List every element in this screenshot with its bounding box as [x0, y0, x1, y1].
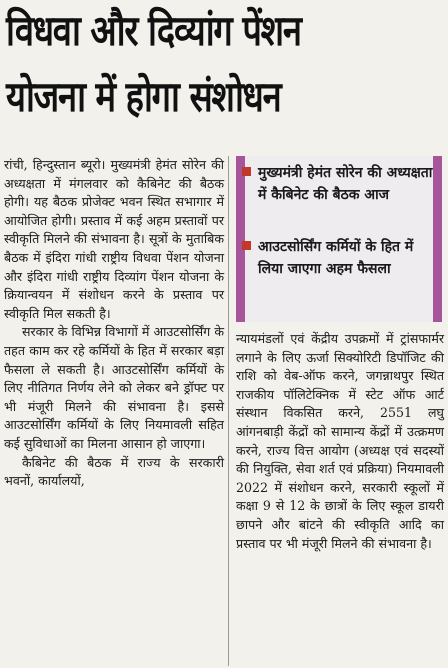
- column-divider: [228, 156, 229, 666]
- highlight-point: [258, 162, 436, 206]
- article-paragraph: सरकार के विभिन्न विभागों में आउटसोर्सिंग के तहत काम कर रहे कर्मियों के हित में सरकार बड़ा फैसला ले सकती है। आउटसोर्सिंग कर्मियों के लिए नीतिगत निर्णय लेने को लेकर बने ड्रॉफ्ट पर भी मंजूरी मिलने की संभावना है। इससे आउटसोर्सिंग कर्मियों के लिए नियमावली सहित कई सुविधाओं का मिलना आसान हो जाएगा।: [4, 324, 224, 451]
- highlight-point-text: आउटसोर्सिंग कर्मियों के हित में लिया जाएगा अहम फैसला: [258, 239, 414, 277]
- article-paragraph: रांची, हिन्दुस्तान ब्यूरो। मुख्यमंत्री हेमंत सोरेन की अध्यक्षता में मंगलवार को कैबिनेट की बैठक होगी। यह बैठक प्रोजेक्ट भवन स्थित सभागार में आयोजित होगी। प्रस्ताव में कई अहम प्रस्तावों पर स्वीकृति मिलने की संभावना है। सूत्रों के मुताबिक बैठक में इंदिरा गांधी राष्ट्रीय विधवा पेंशन योजना और इंदिरा गांधी राष्ट्रीय दिव्यांग पेंशन योजना के क्रियान्वयन में संशोधन करने के प्रस्ताव पर स्वीकृति मिल सकती है।: [4, 157, 224, 321]
- highlight-point: [258, 236, 436, 280]
- article-paragraph: न्यायमंडलों एवं केंद्रीय उपक्रमों में ट्रांसफार्मर लगाने के लिए ऊर्जा सिक्योरिटी डिपॉजिट की राशि को वेब-ऑफ करने, जगन्नाथपुर स्थित राजकीय पॉलिटेक्निक में स्टेट ऑफ आर्ट संस्थान विकसित करने, 2551 लघु आंगनबाड़ी केंद्रों को सामान्य केंद्रों में उत्क्रमण करने, राज्य वित्त आयोग (अध्यक्ष एवं सदस्यों की नियुक्ति, सेवा शर्त एवं प्रक्रिया) नियमावली 2022 में संशोधन करने, सरकारी स्कूलों में कक्षा 9 से 12 के छात्रों के लिए स्कूल डायरी छापने और बांटने की स्वीकृति आदि का प्रस्ताव पर भी मंजूरी मिलने की संभावना है।: [236, 331, 444, 551]
- headline: [6, 0, 367, 132]
- headline-line-1: विधवा और दिव्यांग पेंशन: [6, 6, 301, 55]
- article-column-right: [236, 330, 444, 553]
- highlight-bar-left: [236, 156, 245, 322]
- article-column-left: [4, 156, 224, 491]
- highlight-point-text: मुख्यमंत्री हेमंत सोरेन की अध्यक्षता में कैबिनेट की बैठक आज: [258, 165, 433, 203]
- highlight-box: [236, 156, 442, 322]
- headline-line-2: योजना में होगा संशोधन: [6, 72, 281, 121]
- square-bullet-icon: [242, 167, 251, 176]
- square-bullet-icon: [242, 241, 251, 250]
- article-paragraph: कैबिनेट की बैठक में राज्य के सरकारी भवनों, कार्यालयों,: [4, 454, 224, 489]
